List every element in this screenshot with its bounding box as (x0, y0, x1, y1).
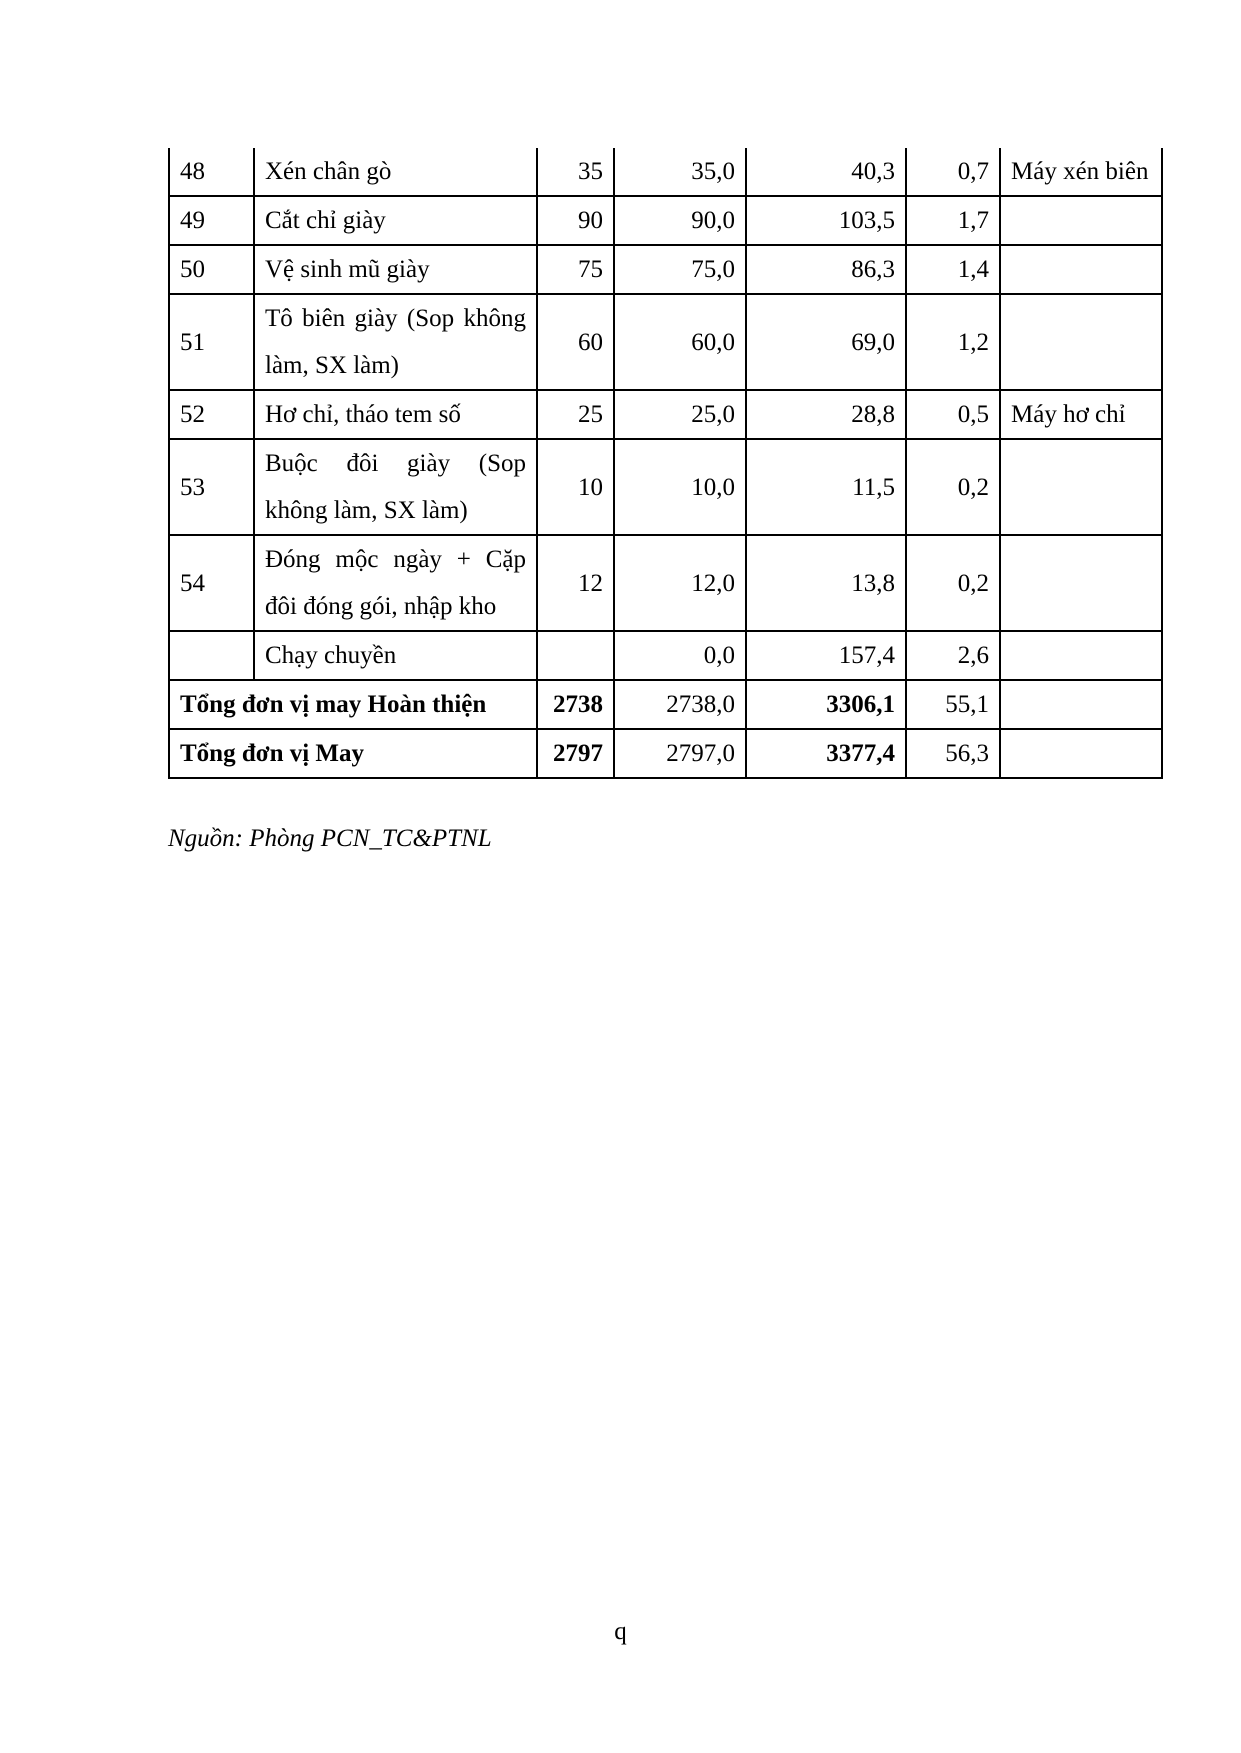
value-col-1: 25 (537, 390, 614, 439)
task-name: Tô biên giày (Sop không làm, SX làm) (254, 294, 537, 390)
total-label: Tổng đơn vị May (169, 729, 537, 778)
note-cell (1000, 680, 1162, 729)
value-col-2: 10,0 (614, 439, 746, 535)
table-row (169, 148, 1162, 196)
value-col-2: 12,0 (614, 535, 746, 631)
table-row (169, 439, 1162, 535)
table-row (169, 196, 1162, 245)
task-name: Hơ chỉ, tháo tem số (254, 390, 537, 439)
task-name: Vệ sinh mũ giày (254, 245, 537, 294)
total-col-3: 3377,4 (746, 729, 906, 778)
value-col-1 (537, 631, 614, 680)
value-col-3: 40,3 (746, 148, 906, 196)
task-name: Chạy chuyền (254, 631, 537, 680)
row-number: 48 (169, 148, 254, 196)
value-col-1: 35 (537, 148, 614, 196)
value-col-1: 60 (537, 294, 614, 390)
total-row (169, 680, 1162, 729)
value-col-3: 13,8 (746, 535, 906, 631)
row-number: 49 (169, 196, 254, 245)
note-cell (1000, 729, 1162, 778)
value-col-1: 12 (537, 535, 614, 631)
value-col-4: 0,7 (906, 148, 1000, 196)
source-note: Nguồn: Phòng PCN_TC&PTNL (168, 825, 492, 852)
note-cell (1000, 245, 1162, 294)
note-cell: Máy hơ chỉ (1000, 390, 1162, 439)
note-cell (1000, 294, 1162, 390)
note-cell (1000, 196, 1162, 245)
value-col-3: 86,3 (746, 245, 906, 294)
table-row (169, 631, 1162, 680)
value-col-3: 28,8 (746, 390, 906, 439)
total-col-1: 2738 (537, 680, 614, 729)
value-col-4: 1,2 (906, 294, 1000, 390)
row-number: 54 (169, 535, 254, 631)
task-name: Buộc đôi giày (Sop không làm, SX làm) (254, 439, 537, 535)
value-col-3: 69,0 (746, 294, 906, 390)
note-cell: Máy xén biên (1000, 148, 1162, 196)
total-col-4: 55,1 (906, 680, 1000, 729)
value-col-1: 90 (537, 196, 614, 245)
total-row (169, 729, 1162, 778)
value-col-2: 25,0 (614, 390, 746, 439)
value-col-4: 0,2 (906, 535, 1000, 631)
row-number: 50 (169, 245, 254, 294)
note-cell (1000, 631, 1162, 680)
row-number: 51 (169, 294, 254, 390)
table-row (169, 535, 1162, 631)
row-number: 53 (169, 439, 254, 535)
note-cell (1000, 439, 1162, 535)
data-table (168, 148, 1163, 779)
value-col-3: 11,5 (746, 439, 906, 535)
table-row (169, 390, 1162, 439)
value-col-2: 75,0 (614, 245, 746, 294)
table-row (169, 294, 1162, 390)
note-cell (1000, 535, 1162, 631)
value-col-3: 103,5 (746, 196, 906, 245)
value-col-1: 75 (537, 245, 614, 294)
value-col-2: 35,0 (614, 148, 746, 196)
value-col-2: 90,0 (614, 196, 746, 245)
total-col-2: 2738,0 (614, 680, 746, 729)
total-col-4: 56,3 (906, 729, 1000, 778)
total-col-3: 3306,1 (746, 680, 906, 729)
value-col-4: 2,6 (906, 631, 1000, 680)
value-col-1: 10 (537, 439, 614, 535)
page-number: q (614, 1618, 627, 1645)
value-col-3: 157,4 (746, 631, 906, 680)
value-col-2: 0,0 (614, 631, 746, 680)
value-col-2: 60,0 (614, 294, 746, 390)
row-number: 52 (169, 390, 254, 439)
value-col-4: 1,7 (906, 196, 1000, 245)
total-col-2: 2797,0 (614, 729, 746, 778)
value-col-4: 1,4 (906, 245, 1000, 294)
row-number (169, 631, 254, 680)
task-name: Xén chân gò (254, 148, 537, 196)
total-col-1: 2797 (537, 729, 614, 778)
task-name: Cắt chỉ giày (254, 196, 537, 245)
task-name: Đóng mộc ngày + Cặp đôi đóng gói, nhập kho (254, 535, 537, 631)
value-col-4: 0,5 (906, 390, 1000, 439)
value-col-4: 0,2 (906, 439, 1000, 535)
table-row (169, 245, 1162, 294)
total-label: Tổng đơn vị may Hoàn thiện (169, 680, 537, 729)
